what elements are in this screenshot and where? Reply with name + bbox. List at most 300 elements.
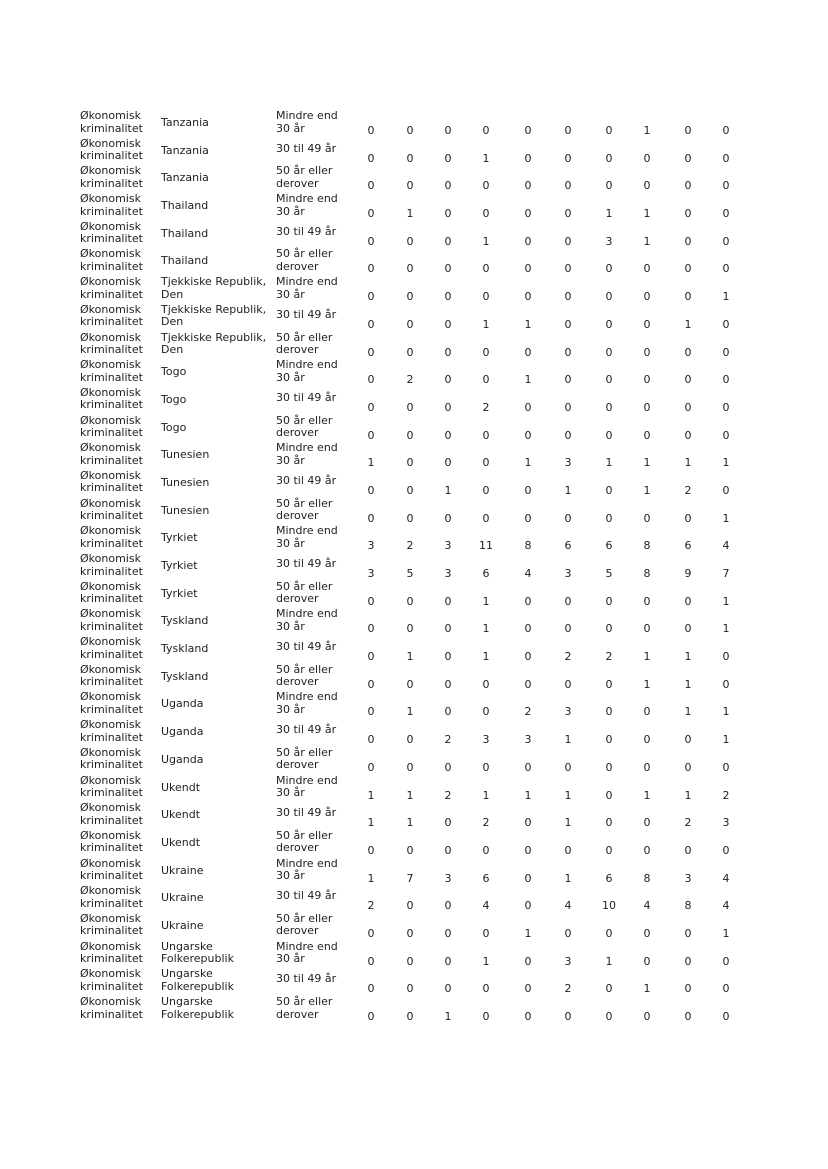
value-cell: 4 bbox=[722, 899, 730, 913]
table-row bbox=[80, 498, 760, 526]
country-cell: Thailand bbox=[161, 226, 209, 240]
value-cell: 1 bbox=[605, 456, 613, 470]
value-cell: 0 bbox=[444, 345, 452, 359]
value-cell: 1 bbox=[406, 207, 414, 221]
value-cell: 1 bbox=[643, 207, 651, 221]
country-cell: Tanzania bbox=[161, 116, 209, 129]
age-group-cell: 50 år eller derover bbox=[276, 828, 333, 855]
age-group-cell: 50 år eller derover bbox=[276, 164, 333, 190]
value-cell: 1 bbox=[482, 317, 490, 331]
value-cell: 0 bbox=[444, 234, 452, 248]
value-cell: 0 bbox=[406, 290, 414, 304]
value-cell: 1 bbox=[524, 456, 532, 470]
category-cell: Økonomisk kriminalitet bbox=[80, 496, 143, 523]
age-group-cell: 30 til 49 år bbox=[276, 224, 337, 238]
value-cell: 0 bbox=[367, 677, 375, 691]
value-cell: 0 bbox=[367, 428, 375, 442]
value-cell: 0 bbox=[722, 760, 730, 774]
age-group-cell: Mindre end 30 år bbox=[276, 441, 338, 467]
value-cell: 0 bbox=[605, 345, 613, 359]
value-cell: 1 bbox=[684, 317, 692, 331]
value-cell: 1 bbox=[643, 456, 651, 470]
value-cell: 2 bbox=[482, 816, 490, 830]
value-cell: 0 bbox=[684, 262, 692, 276]
value-cell: 6 bbox=[482, 871, 490, 885]
value-cell: 0 bbox=[605, 788, 613, 802]
value-cell: 0 bbox=[524, 871, 532, 885]
value-cell: 4 bbox=[722, 871, 730, 885]
value-cell: 0 bbox=[406, 926, 414, 940]
value-cell: 0 bbox=[722, 650, 730, 664]
value-cell: 0 bbox=[406, 622, 414, 636]
value-cell: 0 bbox=[482, 207, 490, 221]
age-group-cell: 50 år eller derover bbox=[276, 247, 333, 273]
value-cell: 0 bbox=[722, 677, 730, 691]
value-cell: 1 bbox=[564, 871, 572, 885]
table-row bbox=[80, 996, 760, 1024]
table-row bbox=[80, 719, 760, 747]
value-cell: 0 bbox=[643, 511, 651, 525]
value-cell: 0 bbox=[605, 594, 613, 608]
value-cell: 0 bbox=[524, 262, 532, 276]
value-cell: 0 bbox=[605, 760, 613, 774]
value-cell: 0 bbox=[643, 760, 651, 774]
value-cell: 0 bbox=[524, 650, 532, 664]
category-cell: Økonomisk kriminalitet bbox=[80, 607, 143, 633]
value-cell: 0 bbox=[406, 345, 414, 359]
value-cell: 0 bbox=[367, 345, 375, 359]
value-cell: 0 bbox=[444, 511, 452, 525]
value-cell: 0 bbox=[643, 400, 651, 414]
value-cell: 1 bbox=[643, 483, 651, 497]
age-group-cell: Mindre end 30 år bbox=[276, 856, 338, 883]
value-cell: 0 bbox=[605, 511, 613, 525]
value-cell: 0 bbox=[367, 843, 375, 857]
value-cell: 0 bbox=[605, 1010, 613, 1023]
value-cell: 0 bbox=[524, 677, 532, 691]
table-row bbox=[80, 138, 760, 166]
value-cell: 0 bbox=[406, 262, 414, 276]
value-cell: 0 bbox=[564, 207, 572, 221]
category-cell: Økonomisk kriminalitet bbox=[80, 136, 143, 163]
value-cell: 1 bbox=[482, 650, 490, 664]
value-cell: 0 bbox=[643, 317, 651, 331]
value-cell: 1 bbox=[684, 705, 692, 719]
age-group-cell: 30 til 49 år bbox=[276, 557, 337, 570]
value-cell: 0 bbox=[524, 179, 532, 193]
value-cell: 5 bbox=[406, 567, 414, 580]
value-cell: 0 bbox=[406, 1010, 414, 1023]
value-cell: 0 bbox=[643, 733, 651, 747]
value-cell: 0 bbox=[444, 262, 452, 276]
value-cell: 3 bbox=[524, 733, 532, 747]
age-group-cell: 30 til 49 år bbox=[276, 806, 337, 820]
value-cell: 0 bbox=[524, 899, 532, 913]
value-cell: 1 bbox=[482, 594, 490, 608]
age-group-cell: 30 til 49 år bbox=[276, 972, 337, 986]
value-cell: 0 bbox=[524, 400, 532, 414]
value-cell: 0 bbox=[406, 899, 414, 913]
value-cell: 1 bbox=[684, 788, 692, 802]
value-cell: 1 bbox=[367, 816, 375, 830]
value-cell: 0 bbox=[684, 373, 692, 387]
value-cell: 0 bbox=[564, 373, 572, 387]
country-cell: Ukendt bbox=[161, 808, 201, 822]
value-cell: 0 bbox=[444, 760, 452, 774]
value-cell: 1 bbox=[524, 373, 532, 387]
value-cell: 2 bbox=[444, 733, 452, 747]
value-cell: 1 bbox=[643, 650, 651, 664]
value-cell: 1 bbox=[643, 677, 651, 691]
age-group-cell: Mindre end 30 år bbox=[276, 524, 338, 550]
value-cell: 7 bbox=[406, 871, 414, 885]
value-cell: 3 bbox=[444, 567, 452, 580]
value-cell: 0 bbox=[684, 622, 692, 636]
value-cell: 1 bbox=[605, 954, 613, 968]
value-cell: 0 bbox=[684, 594, 692, 608]
value-cell: 0 bbox=[722, 373, 730, 387]
table-row bbox=[80, 193, 760, 221]
table-row bbox=[80, 221, 760, 249]
category-cell: Økonomisk kriminalitet bbox=[80, 192, 143, 218]
value-cell: 10 bbox=[602, 899, 616, 913]
value-cell: 0 bbox=[524, 1010, 532, 1023]
value-cell: 2 bbox=[605, 650, 613, 664]
value-cell: 0 bbox=[564, 234, 572, 248]
value-cell: 0 bbox=[367, 151, 375, 165]
value-cell: 0 bbox=[564, 622, 572, 636]
value-cell: 0 bbox=[564, 124, 572, 137]
value-cell: 0 bbox=[482, 179, 490, 193]
value-cell: 3 bbox=[482, 733, 490, 747]
country-cell: Tyrkiet bbox=[161, 531, 198, 545]
value-cell: 0 bbox=[722, 483, 730, 497]
value-cell: 0 bbox=[564, 151, 572, 165]
table-row bbox=[80, 775, 760, 803]
value-cell: 0 bbox=[564, 511, 572, 525]
value-cell: 0 bbox=[684, 954, 692, 968]
value-cell: 1 bbox=[367, 788, 375, 802]
table-row bbox=[80, 913, 760, 941]
age-group-cell: Mindre end 30 år bbox=[276, 109, 338, 135]
value-cell: 0 bbox=[524, 290, 532, 304]
value-cell: 1 bbox=[524, 788, 532, 802]
age-group-cell: Mindre end 30 år bbox=[276, 939, 338, 966]
value-cell: 0 bbox=[482, 456, 490, 470]
age-group-cell: 50 år eller derover bbox=[276, 662, 333, 689]
value-cell: 0 bbox=[406, 594, 414, 608]
value-cell: 0 bbox=[524, 594, 532, 608]
value-cell: 0 bbox=[524, 428, 532, 442]
value-cell: 0 bbox=[684, 926, 692, 940]
value-cell: 4 bbox=[722, 539, 730, 553]
value-cell: 1 bbox=[722, 926, 730, 940]
value-cell: 1 bbox=[444, 483, 452, 497]
value-cell: 0 bbox=[524, 345, 532, 359]
value-cell: 1 bbox=[722, 705, 730, 719]
country-cell: Togo bbox=[161, 365, 187, 379]
value-cell: 0 bbox=[406, 124, 414, 137]
value-cell: 0 bbox=[367, 733, 375, 747]
value-cell: 3 bbox=[444, 539, 452, 553]
value-cell: 0 bbox=[524, 234, 532, 248]
value-cell: 0 bbox=[643, 179, 651, 193]
category-cell: Økonomisk kriminalitet bbox=[80, 911, 143, 938]
value-cell: 0 bbox=[564, 345, 572, 359]
age-group-cell: 50 år eller derover bbox=[276, 911, 333, 938]
country-cell: Ungarske Folkerepublik bbox=[161, 939, 234, 966]
age-group-cell: 50 år eller derover bbox=[276, 995, 333, 1021]
value-cell: 0 bbox=[406, 151, 414, 165]
age-group-cell: 50 år eller derover bbox=[276, 579, 333, 606]
country-cell: Thailand bbox=[161, 199, 209, 213]
table-row bbox=[80, 608, 760, 636]
value-cell: 0 bbox=[605, 373, 613, 387]
value-cell: 0 bbox=[444, 594, 452, 608]
value-cell: 0 bbox=[524, 760, 532, 774]
value-cell: 0 bbox=[605, 816, 613, 830]
value-cell: 0 bbox=[605, 483, 613, 497]
value-cell: 2 bbox=[524, 705, 532, 719]
value-cell: 0 bbox=[406, 234, 414, 248]
value-cell: 0 bbox=[684, 234, 692, 248]
value-cell: 0 bbox=[684, 1010, 692, 1023]
value-cell: 0 bbox=[444, 843, 452, 857]
age-group-cell: 30 til 49 år bbox=[276, 307, 337, 321]
value-cell: 0 bbox=[643, 622, 651, 636]
table-row bbox=[80, 885, 760, 913]
value-cell: 0 bbox=[722, 982, 730, 996]
table-row bbox=[80, 581, 760, 609]
country-cell: Tunesien bbox=[161, 448, 210, 462]
value-cell: 0 bbox=[444, 705, 452, 719]
value-cell: 1 bbox=[406, 705, 414, 719]
category-cell: Økonomisk kriminalitet bbox=[80, 413, 143, 440]
value-cell: 0 bbox=[722, 179, 730, 193]
data-table bbox=[80, 110, 760, 1024]
value-cell: 11 bbox=[479, 539, 493, 553]
category-cell: Økonomisk kriminalitet bbox=[80, 828, 143, 855]
value-cell: 2 bbox=[406, 539, 414, 553]
value-cell: 0 bbox=[524, 816, 532, 830]
value-cell: 8 bbox=[524, 539, 532, 553]
value-cell: 0 bbox=[444, 207, 452, 221]
value-cell: 1 bbox=[643, 982, 651, 996]
value-cell: 1 bbox=[722, 511, 730, 525]
value-cell: 4 bbox=[564, 899, 572, 913]
category-cell: Økonomisk kriminalitet bbox=[80, 552, 143, 578]
table-row bbox=[80, 691, 760, 719]
value-cell: 0 bbox=[722, 400, 730, 414]
value-cell: 0 bbox=[367, 511, 375, 525]
category-cell: Økonomisk kriminalitet bbox=[80, 939, 143, 966]
value-cell: 0 bbox=[482, 373, 490, 387]
value-cell: 0 bbox=[524, 151, 532, 165]
value-cell: 8 bbox=[643, 567, 651, 580]
value-cell: 0 bbox=[722, 345, 730, 359]
value-cell: 0 bbox=[643, 262, 651, 276]
value-cell: 0 bbox=[684, 151, 692, 165]
value-cell: 0 bbox=[367, 290, 375, 304]
category-cell: Økonomisk kriminalitet bbox=[80, 358, 143, 384]
value-cell: 0 bbox=[643, 705, 651, 719]
category-cell: Økonomisk kriminalitet bbox=[80, 219, 143, 246]
category-cell: Økonomisk kriminalitet bbox=[80, 662, 143, 689]
age-group-cell: Mindre end 30 år bbox=[276, 690, 338, 716]
value-cell: 0 bbox=[406, 677, 414, 691]
country-cell: Ungarske Folkerepublik bbox=[161, 967, 234, 993]
value-cell: 3 bbox=[367, 539, 375, 553]
category-cell: Økonomisk kriminalitet bbox=[80, 995, 143, 1021]
value-cell: 1 bbox=[722, 622, 730, 636]
category-cell: Økonomisk kriminalitet bbox=[80, 385, 143, 412]
value-cell: 2 bbox=[367, 899, 375, 913]
value-cell: 0 bbox=[722, 428, 730, 442]
value-cell: 0 bbox=[406, 511, 414, 525]
age-group-cell: 50 år eller derover bbox=[276, 745, 333, 772]
value-cell: 0 bbox=[482, 843, 490, 857]
value-cell: 0 bbox=[444, 954, 452, 968]
value-cell: 3 bbox=[367, 567, 375, 580]
value-cell: 0 bbox=[367, 400, 375, 414]
value-cell: 0 bbox=[564, 290, 572, 304]
value-cell: 1 bbox=[643, 788, 651, 802]
value-cell: 0 bbox=[367, 954, 375, 968]
category-cell: Økonomisk kriminalitet bbox=[80, 247, 143, 273]
value-cell: 1 bbox=[482, 788, 490, 802]
country-cell: Tanzania bbox=[161, 143, 209, 157]
value-cell: 0 bbox=[643, 345, 651, 359]
table-row bbox=[80, 276, 760, 304]
value-cell: 0 bbox=[406, 760, 414, 774]
value-cell: 3 bbox=[564, 954, 572, 968]
value-cell: 0 bbox=[406, 179, 414, 193]
value-cell: 0 bbox=[684, 207, 692, 221]
country-cell: Tyrkiet bbox=[161, 586, 198, 600]
value-cell: 0 bbox=[524, 622, 532, 636]
value-cell: 0 bbox=[684, 290, 692, 304]
value-cell: 3 bbox=[444, 871, 452, 885]
value-cell: 0 bbox=[406, 733, 414, 747]
category-cell: Økonomisk kriminalitet bbox=[80, 330, 143, 356]
value-cell: 0 bbox=[482, 290, 490, 304]
value-cell: 0 bbox=[722, 262, 730, 276]
value-cell: 0 bbox=[482, 926, 490, 940]
value-cell: 0 bbox=[643, 290, 651, 304]
country-cell: Tyrkiet bbox=[161, 559, 198, 572]
value-cell: 0 bbox=[367, 373, 375, 387]
table-row bbox=[80, 664, 760, 692]
value-cell: 1 bbox=[367, 456, 375, 470]
value-cell: 1 bbox=[564, 816, 572, 830]
category-cell: Økonomisk kriminalitet bbox=[80, 635, 143, 661]
value-cell: 8 bbox=[643, 539, 651, 553]
value-cell: 0 bbox=[605, 317, 613, 331]
value-cell: 0 bbox=[444, 317, 452, 331]
value-cell: 6 bbox=[684, 539, 692, 553]
value-cell: 0 bbox=[684, 179, 692, 193]
value-cell: 0 bbox=[564, 760, 572, 774]
value-cell: 0 bbox=[524, 207, 532, 221]
value-cell: 0 bbox=[564, 317, 572, 331]
value-cell: 0 bbox=[605, 705, 613, 719]
value-cell: 0 bbox=[367, 179, 375, 193]
value-cell: 1 bbox=[684, 456, 692, 470]
value-cell: 1 bbox=[722, 733, 730, 747]
table-row bbox=[80, 968, 760, 996]
value-cell: 0 bbox=[482, 982, 490, 996]
value-cell: 1 bbox=[367, 871, 375, 885]
table-row bbox=[80, 248, 760, 276]
value-cell: 0 bbox=[722, 151, 730, 165]
value-cell: 0 bbox=[367, 705, 375, 719]
country-cell: Ukraine bbox=[161, 891, 204, 905]
category-cell: Økonomisk kriminalitet bbox=[80, 524, 143, 550]
value-cell: 0 bbox=[367, 207, 375, 221]
value-cell: 0 bbox=[367, 982, 375, 996]
category-cell: Økonomisk kriminalitet bbox=[80, 164, 143, 190]
age-group-cell: 50 år eller derover bbox=[276, 330, 333, 356]
value-cell: 0 bbox=[444, 899, 452, 913]
value-cell: 0 bbox=[367, 1010, 375, 1023]
value-cell: 0 bbox=[605, 262, 613, 276]
country-cell: Ungarske Folkerepublik bbox=[161, 995, 234, 1021]
category-cell: Økonomisk kriminalitet bbox=[80, 275, 143, 301]
value-cell: 3 bbox=[605, 234, 613, 248]
value-cell: 0 bbox=[722, 843, 730, 857]
value-cell: 1 bbox=[406, 650, 414, 664]
age-group-cell: 30 til 49 år bbox=[276, 390, 337, 404]
category-cell: Økonomisk kriminalitet bbox=[80, 468, 143, 495]
value-cell: 0 bbox=[605, 124, 613, 137]
table-row bbox=[80, 442, 760, 470]
value-cell: 1 bbox=[564, 733, 572, 747]
value-cell: 1 bbox=[524, 317, 532, 331]
table-row bbox=[80, 359, 760, 387]
value-cell: 0 bbox=[406, 483, 414, 497]
table-row bbox=[80, 747, 760, 775]
value-cell: 0 bbox=[524, 124, 532, 137]
value-cell: 0 bbox=[643, 1010, 651, 1023]
age-group-cell: 30 til 49 år bbox=[276, 640, 337, 654]
value-cell: 0 bbox=[605, 677, 613, 691]
value-cell: 0 bbox=[482, 483, 490, 497]
value-cell: 0 bbox=[482, 262, 490, 276]
value-cell: 0 bbox=[482, 124, 490, 137]
value-cell: 1 bbox=[643, 234, 651, 248]
value-cell: 0 bbox=[524, 954, 532, 968]
country-cell: Tjekkiske Republik, Den bbox=[161, 302, 267, 329]
value-cell: 0 bbox=[722, 317, 730, 331]
value-cell: 0 bbox=[367, 622, 375, 636]
value-cell: 0 bbox=[444, 456, 452, 470]
category-cell: Økonomisk kriminalitet bbox=[80, 884, 143, 910]
value-cell: 0 bbox=[722, 207, 730, 221]
value-cell: 0 bbox=[605, 926, 613, 940]
value-cell: 0 bbox=[367, 594, 375, 608]
value-cell: 1 bbox=[482, 954, 490, 968]
table-row bbox=[80, 415, 760, 443]
value-cell: 0 bbox=[482, 677, 490, 691]
country-cell: Thailand bbox=[161, 254, 209, 268]
category-cell: Økonomisk kriminalitet bbox=[80, 801, 143, 827]
country-cell: Ukendt bbox=[161, 780, 201, 794]
category-cell: Økonomisk kriminalitet bbox=[80, 302, 143, 329]
age-group-cell: Mindre end 30 år bbox=[276, 192, 338, 218]
value-cell: 4 bbox=[524, 567, 532, 580]
category-cell: Økonomisk kriminalitet bbox=[80, 856, 143, 883]
country-cell: Uganda bbox=[161, 725, 204, 739]
